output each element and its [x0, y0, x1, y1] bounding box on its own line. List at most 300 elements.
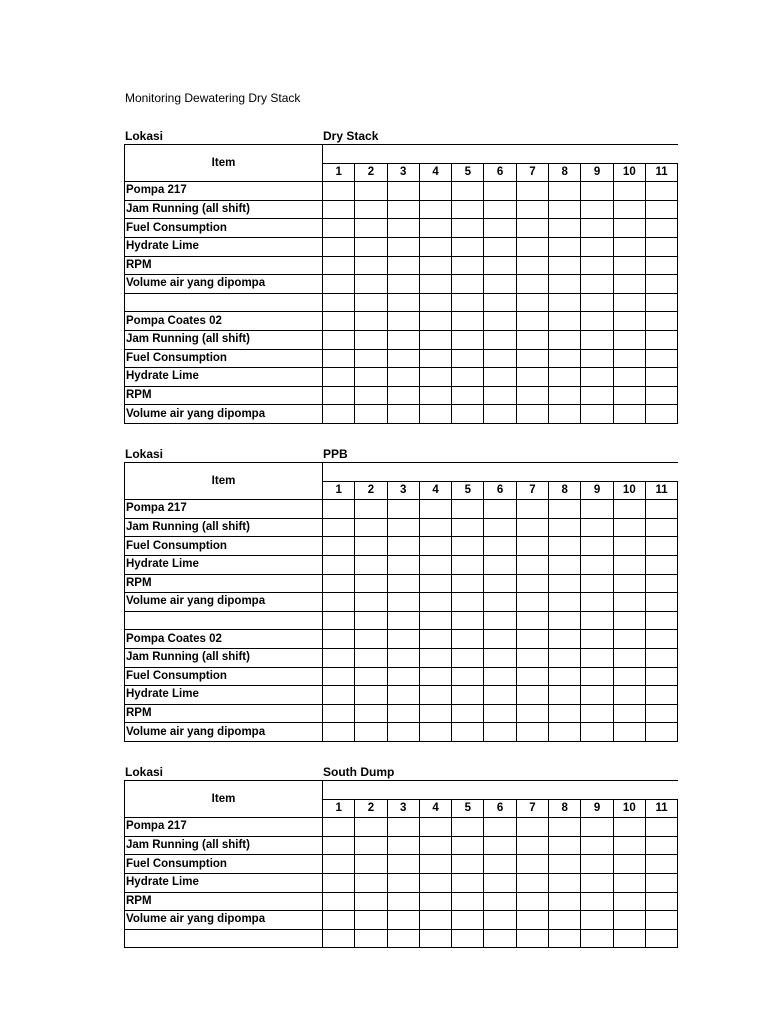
- entry-cell[interactable]: [419, 518, 451, 537]
- entry-cell[interactable]: [613, 873, 645, 892]
- entry-cell[interactable]: [387, 349, 419, 368]
- entry-cell[interactable]: [613, 892, 645, 911]
- entry-cell[interactable]: [581, 312, 613, 331]
- entry-cell[interactable]: [387, 386, 419, 405]
- entry-cell[interactable]: [323, 330, 355, 349]
- entry-cell[interactable]: [581, 256, 613, 275]
- entry-cell[interactable]: [323, 593, 355, 612]
- entry-cell[interactable]: [323, 349, 355, 368]
- entry-cell[interactable]: [549, 518, 581, 537]
- entry-cell[interactable]: [419, 275, 451, 294]
- entry-cell[interactable]: [387, 500, 419, 519]
- entry-cell[interactable]: [387, 873, 419, 892]
- entry-cell[interactable]: [645, 873, 677, 892]
- entry-cell[interactable]: [355, 574, 387, 593]
- entry-cell[interactable]: [484, 275, 516, 294]
- entry-cell[interactable]: [549, 929, 581, 948]
- entry-cell[interactable]: [452, 818, 484, 837]
- entry-cell[interactable]: [452, 911, 484, 930]
- entry-cell[interactable]: [452, 836, 484, 855]
- entry-cell[interactable]: [355, 723, 387, 742]
- entry-cell[interactable]: [419, 256, 451, 275]
- entry-cell[interactable]: [613, 275, 645, 294]
- entry-cell[interactable]: [645, 518, 677, 537]
- entry-cell[interactable]: [323, 256, 355, 275]
- entry-cell[interactable]: [516, 275, 548, 294]
- entry-cell[interactable]: [613, 219, 645, 238]
- entry-cell[interactable]: [645, 537, 677, 556]
- entry-cell[interactable]: [323, 704, 355, 723]
- entry-cell[interactable]: [516, 368, 548, 387]
- entry-cell[interactable]: [355, 648, 387, 667]
- entry-cell[interactable]: [549, 330, 581, 349]
- entry-cell[interactable]: [549, 704, 581, 723]
- entry-cell[interactable]: [549, 368, 581, 387]
- entry-cell[interactable]: [549, 836, 581, 855]
- entry-cell[interactable]: [549, 892, 581, 911]
- entry-cell[interactable]: [452, 330, 484, 349]
- entry-cell[interactable]: [452, 574, 484, 593]
- entry-cell[interactable]: [484, 611, 516, 630]
- entry-cell[interactable]: [452, 630, 484, 649]
- entry-cell[interactable]: [613, 500, 645, 519]
- entry-cell[interactable]: [484, 368, 516, 387]
- entry-cell[interactable]: [419, 500, 451, 519]
- entry-cell[interactable]: [613, 237, 645, 256]
- entry-cell[interactable]: [581, 293, 613, 312]
- entry-cell[interactable]: [581, 593, 613, 612]
- entry-cell[interactable]: [484, 405, 516, 424]
- entry-cell[interactable]: [323, 836, 355, 855]
- entry-cell[interactable]: [355, 593, 387, 612]
- entry-cell[interactable]: [549, 200, 581, 219]
- entry-cell[interactable]: [516, 330, 548, 349]
- entry-cell[interactable]: [484, 911, 516, 930]
- entry-cell[interactable]: [613, 537, 645, 556]
- entry-cell[interactable]: [581, 518, 613, 537]
- entry-cell[interactable]: [516, 611, 548, 630]
- entry-cell[interactable]: [645, 667, 677, 686]
- entry-cell[interactable]: [613, 855, 645, 874]
- entry-cell[interactable]: [387, 686, 419, 705]
- entry-cell[interactable]: [549, 855, 581, 874]
- entry-cell[interactable]: [581, 386, 613, 405]
- entry-cell[interactable]: [645, 704, 677, 723]
- entry-cell[interactable]: [613, 667, 645, 686]
- entry-cell[interactable]: [484, 386, 516, 405]
- entry-cell[interactable]: [516, 537, 548, 556]
- entry-cell[interactable]: [387, 182, 419, 201]
- entry-cell[interactable]: [387, 368, 419, 387]
- entry-cell[interactable]: [645, 611, 677, 630]
- entry-cell[interactable]: [516, 349, 548, 368]
- entry-cell[interactable]: [355, 256, 387, 275]
- entry-cell[interactable]: [484, 723, 516, 742]
- entry-cell[interactable]: [484, 200, 516, 219]
- entry-cell[interactable]: [387, 911, 419, 930]
- entry-cell[interactable]: [484, 686, 516, 705]
- entry-cell[interactable]: [387, 630, 419, 649]
- entry-cell[interactable]: [581, 555, 613, 574]
- entry-cell[interactable]: [516, 667, 548, 686]
- entry-cell[interactable]: [323, 873, 355, 892]
- entry-cell[interactable]: [645, 237, 677, 256]
- entry-cell[interactable]: [613, 349, 645, 368]
- entry-cell[interactable]: [581, 237, 613, 256]
- entry-cell[interactable]: [355, 667, 387, 686]
- entry-cell[interactable]: [387, 312, 419, 331]
- entry-cell[interactable]: [613, 929, 645, 948]
- entry-cell[interactable]: [484, 537, 516, 556]
- entry-cell[interactable]: [516, 256, 548, 275]
- entry-cell[interactable]: [549, 275, 581, 294]
- entry-cell[interactable]: [645, 182, 677, 201]
- entry-cell[interactable]: [645, 648, 677, 667]
- entry-cell[interactable]: [549, 686, 581, 705]
- entry-cell[interactable]: [355, 686, 387, 705]
- entry-cell[interactable]: [516, 518, 548, 537]
- entry-cell[interactable]: [323, 386, 355, 405]
- entry-cell[interactable]: [419, 818, 451, 837]
- entry-cell[interactable]: [484, 330, 516, 349]
- entry-cell[interactable]: [355, 518, 387, 537]
- entry-cell[interactable]: [645, 312, 677, 331]
- entry-cell[interactable]: [581, 667, 613, 686]
- entry-cell[interactable]: [581, 686, 613, 705]
- entry-cell[interactable]: [645, 593, 677, 612]
- entry-cell[interactable]: [549, 667, 581, 686]
- entry-cell[interactable]: [581, 330, 613, 349]
- entry-cell[interactable]: [387, 818, 419, 837]
- entry-cell[interactable]: [323, 275, 355, 294]
- entry-cell[interactable]: [581, 574, 613, 593]
- entry-cell[interactable]: [419, 630, 451, 649]
- entry-cell[interactable]: [645, 892, 677, 911]
- entry-cell[interactable]: [516, 293, 548, 312]
- entry-cell[interactable]: [387, 256, 419, 275]
- entry-cell[interactable]: [549, 256, 581, 275]
- entry-cell[interactable]: [355, 275, 387, 294]
- entry-cell[interactable]: [613, 386, 645, 405]
- entry-cell[interactable]: [613, 182, 645, 201]
- entry-cell[interactable]: [419, 537, 451, 556]
- entry-cell[interactable]: [452, 368, 484, 387]
- entry-cell[interactable]: [484, 256, 516, 275]
- entry-cell[interactable]: [387, 275, 419, 294]
- entry-cell[interactable]: [613, 911, 645, 930]
- entry-cell[interactable]: [581, 219, 613, 238]
- entry-cell[interactable]: [387, 200, 419, 219]
- entry-cell[interactable]: [355, 182, 387, 201]
- entry-cell[interactable]: [452, 723, 484, 742]
- entry-cell[interactable]: [387, 892, 419, 911]
- entry-cell[interactable]: [323, 182, 355, 201]
- entry-cell[interactable]: [355, 405, 387, 424]
- entry-cell[interactable]: [419, 723, 451, 742]
- entry-cell[interactable]: [484, 818, 516, 837]
- entry-cell[interactable]: [355, 704, 387, 723]
- entry-cell[interactable]: [645, 200, 677, 219]
- entry-cell[interactable]: [419, 836, 451, 855]
- entry-cell[interactable]: [516, 405, 548, 424]
- entry-cell[interactable]: [613, 630, 645, 649]
- entry-cell[interactable]: [549, 386, 581, 405]
- entry-cell[interactable]: [484, 518, 516, 537]
- entry-cell[interactable]: [516, 836, 548, 855]
- entry-cell[interactable]: [484, 593, 516, 612]
- entry-cell[interactable]: [387, 704, 419, 723]
- entry-cell[interactable]: [549, 911, 581, 930]
- entry-cell[interactable]: [323, 574, 355, 593]
- entry-cell[interactable]: [387, 518, 419, 537]
- entry-cell[interactable]: [484, 237, 516, 256]
- entry-cell[interactable]: [549, 405, 581, 424]
- entry-cell[interactable]: [645, 555, 677, 574]
- entry-cell[interactable]: [419, 911, 451, 930]
- entry-cell[interactable]: [613, 200, 645, 219]
- entry-cell[interactable]: [355, 911, 387, 930]
- entry-cell[interactable]: [452, 349, 484, 368]
- entry-cell[interactable]: [355, 630, 387, 649]
- entry-cell[interactable]: [484, 293, 516, 312]
- entry-cell[interactable]: [581, 611, 613, 630]
- entry-cell[interactable]: [387, 648, 419, 667]
- entry-cell[interactable]: [484, 836, 516, 855]
- entry-cell[interactable]: [387, 855, 419, 874]
- entry-cell[interactable]: [484, 892, 516, 911]
- entry-cell[interactable]: [387, 219, 419, 238]
- entry-cell[interactable]: [581, 200, 613, 219]
- entry-cell[interactable]: [581, 855, 613, 874]
- entry-cell[interactable]: [645, 219, 677, 238]
- entry-cell[interactable]: [355, 929, 387, 948]
- entry-cell[interactable]: [581, 818, 613, 837]
- entry-cell[interactable]: [645, 386, 677, 405]
- entry-cell[interactable]: [419, 593, 451, 612]
- entry-cell[interactable]: [613, 293, 645, 312]
- entry-cell[interactable]: [581, 349, 613, 368]
- entry-cell[interactable]: [419, 611, 451, 630]
- entry-cell[interactable]: [613, 555, 645, 574]
- entry-cell[interactable]: [323, 500, 355, 519]
- entry-cell[interactable]: [549, 293, 581, 312]
- entry-cell[interactable]: [355, 836, 387, 855]
- entry-cell[interactable]: [323, 555, 355, 574]
- entry-cell[interactable]: [387, 667, 419, 686]
- entry-cell[interactable]: [452, 929, 484, 948]
- entry-cell[interactable]: [323, 667, 355, 686]
- entry-cell[interactable]: [516, 873, 548, 892]
- entry-cell[interactable]: [323, 686, 355, 705]
- entry-cell[interactable]: [581, 704, 613, 723]
- entry-cell[interactable]: [484, 929, 516, 948]
- entry-cell[interactable]: [387, 723, 419, 742]
- entry-cell[interactable]: [549, 723, 581, 742]
- entry-cell[interactable]: [613, 611, 645, 630]
- entry-cell[interactable]: [452, 182, 484, 201]
- entry-cell[interactable]: [549, 219, 581, 238]
- entry-cell[interactable]: [419, 182, 451, 201]
- entry-cell[interactable]: [323, 293, 355, 312]
- entry-cell[interactable]: [323, 312, 355, 331]
- entry-cell[interactable]: [355, 200, 387, 219]
- entry-cell[interactable]: [419, 200, 451, 219]
- entry-cell[interactable]: [387, 836, 419, 855]
- entry-cell[interactable]: [581, 368, 613, 387]
- entry-cell[interactable]: [484, 704, 516, 723]
- entry-cell[interactable]: [581, 892, 613, 911]
- entry-cell[interactable]: [581, 836, 613, 855]
- entry-cell[interactable]: [419, 555, 451, 574]
- entry-cell[interactable]: [613, 256, 645, 275]
- entry-cell[interactable]: [645, 293, 677, 312]
- entry-cell[interactable]: [484, 855, 516, 874]
- entry-cell[interactable]: [419, 312, 451, 331]
- entry-cell[interactable]: [452, 500, 484, 519]
- entry-cell[interactable]: [645, 500, 677, 519]
- entry-cell[interactable]: [516, 182, 548, 201]
- entry-cell[interactable]: [323, 630, 355, 649]
- entry-cell[interactable]: [613, 648, 645, 667]
- entry-cell[interactable]: [516, 219, 548, 238]
- entry-cell[interactable]: [452, 237, 484, 256]
- entry-cell[interactable]: [355, 500, 387, 519]
- entry-cell[interactable]: [323, 648, 355, 667]
- entry-cell[interactable]: [549, 593, 581, 612]
- entry-cell[interactable]: [323, 405, 355, 424]
- entry-cell[interactable]: [581, 929, 613, 948]
- entry-cell[interactable]: [419, 219, 451, 238]
- entry-cell[interactable]: [452, 593, 484, 612]
- entry-cell[interactable]: [419, 293, 451, 312]
- entry-cell[interactable]: [516, 386, 548, 405]
- entry-cell[interactable]: [516, 818, 548, 837]
- entry-cell[interactable]: [549, 611, 581, 630]
- entry-cell[interactable]: [452, 537, 484, 556]
- entry-cell[interactable]: [516, 686, 548, 705]
- entry-cell[interactable]: [355, 611, 387, 630]
- entry-cell[interactable]: [516, 200, 548, 219]
- entry-cell[interactable]: [452, 219, 484, 238]
- entry-cell[interactable]: [419, 855, 451, 874]
- entry-cell[interactable]: [516, 555, 548, 574]
- entry-cell[interactable]: [484, 667, 516, 686]
- entry-cell[interactable]: [419, 648, 451, 667]
- entry-cell[interactable]: [549, 574, 581, 593]
- entry-cell[interactable]: [355, 330, 387, 349]
- entry-cell[interactable]: [549, 537, 581, 556]
- entry-cell[interactable]: [452, 312, 484, 331]
- entry-cell[interactable]: [484, 630, 516, 649]
- entry-cell[interactable]: [323, 723, 355, 742]
- entry-cell[interactable]: [645, 929, 677, 948]
- entry-cell[interactable]: [645, 723, 677, 742]
- entry-cell[interactable]: [452, 648, 484, 667]
- entry-cell[interactable]: [645, 818, 677, 837]
- entry-cell[interactable]: [549, 818, 581, 837]
- entry-cell[interactable]: [581, 723, 613, 742]
- entry-cell[interactable]: [581, 873, 613, 892]
- entry-cell[interactable]: [419, 330, 451, 349]
- entry-cell[interactable]: [355, 219, 387, 238]
- entry-cell[interactable]: [323, 537, 355, 556]
- entry-cell[interactable]: [516, 929, 548, 948]
- entry-cell[interactable]: [355, 293, 387, 312]
- entry-cell[interactable]: [419, 892, 451, 911]
- entry-cell[interactable]: [355, 368, 387, 387]
- entry-cell[interactable]: [613, 574, 645, 593]
- entry-cell[interactable]: [549, 555, 581, 574]
- entry-cell[interactable]: [613, 312, 645, 331]
- entry-cell[interactable]: [387, 611, 419, 630]
- entry-cell[interactable]: [323, 929, 355, 948]
- entry-cell[interactable]: [549, 648, 581, 667]
- entry-cell[interactable]: [419, 405, 451, 424]
- entry-cell[interactable]: [452, 405, 484, 424]
- entry-cell[interactable]: [516, 911, 548, 930]
- entry-cell[interactable]: [387, 237, 419, 256]
- entry-cell[interactable]: [452, 518, 484, 537]
- entry-cell[interactable]: [323, 855, 355, 874]
- entry-cell[interactable]: [516, 237, 548, 256]
- entry-cell[interactable]: [581, 648, 613, 667]
- entry-cell[interactable]: [419, 574, 451, 593]
- entry-cell[interactable]: [452, 611, 484, 630]
- entry-cell[interactable]: [452, 686, 484, 705]
- entry-cell[interactable]: [452, 275, 484, 294]
- entry-cell[interactable]: [484, 574, 516, 593]
- entry-cell[interactable]: [613, 368, 645, 387]
- entry-cell[interactable]: [645, 368, 677, 387]
- entry-cell[interactable]: [419, 386, 451, 405]
- entry-cell[interactable]: [516, 704, 548, 723]
- entry-cell[interactable]: [645, 855, 677, 874]
- entry-cell[interactable]: [355, 892, 387, 911]
- entry-cell[interactable]: [419, 686, 451, 705]
- entry-cell[interactable]: [516, 593, 548, 612]
- entry-cell[interactable]: [484, 500, 516, 519]
- entry-cell[interactable]: [516, 312, 548, 331]
- entry-cell[interactable]: [613, 836, 645, 855]
- entry-cell[interactable]: [323, 518, 355, 537]
- entry-cell[interactable]: [549, 630, 581, 649]
- entry-cell[interactable]: [516, 855, 548, 874]
- entry-cell[interactable]: [516, 574, 548, 593]
- entry-cell[interactable]: [355, 537, 387, 556]
- entry-cell[interactable]: [355, 312, 387, 331]
- entry-cell[interactable]: [452, 873, 484, 892]
- entry-cell[interactable]: [419, 349, 451, 368]
- entry-cell[interactable]: [645, 630, 677, 649]
- entry-cell[interactable]: [549, 500, 581, 519]
- entry-cell[interactable]: [549, 873, 581, 892]
- entry-cell[interactable]: [419, 237, 451, 256]
- entry-cell[interactable]: [419, 929, 451, 948]
- entry-cell[interactable]: [484, 219, 516, 238]
- entry-cell[interactable]: [516, 892, 548, 911]
- entry-cell[interactable]: [452, 200, 484, 219]
- entry-cell[interactable]: [387, 574, 419, 593]
- entry-cell[interactable]: [355, 818, 387, 837]
- entry-cell[interactable]: [645, 256, 677, 275]
- entry-cell[interactable]: [613, 818, 645, 837]
- entry-cell[interactable]: [613, 330, 645, 349]
- entry-cell[interactable]: [549, 237, 581, 256]
- entry-cell[interactable]: [613, 593, 645, 612]
- entry-cell[interactable]: [645, 836, 677, 855]
- entry-cell[interactable]: [355, 555, 387, 574]
- entry-cell[interactable]: [452, 667, 484, 686]
